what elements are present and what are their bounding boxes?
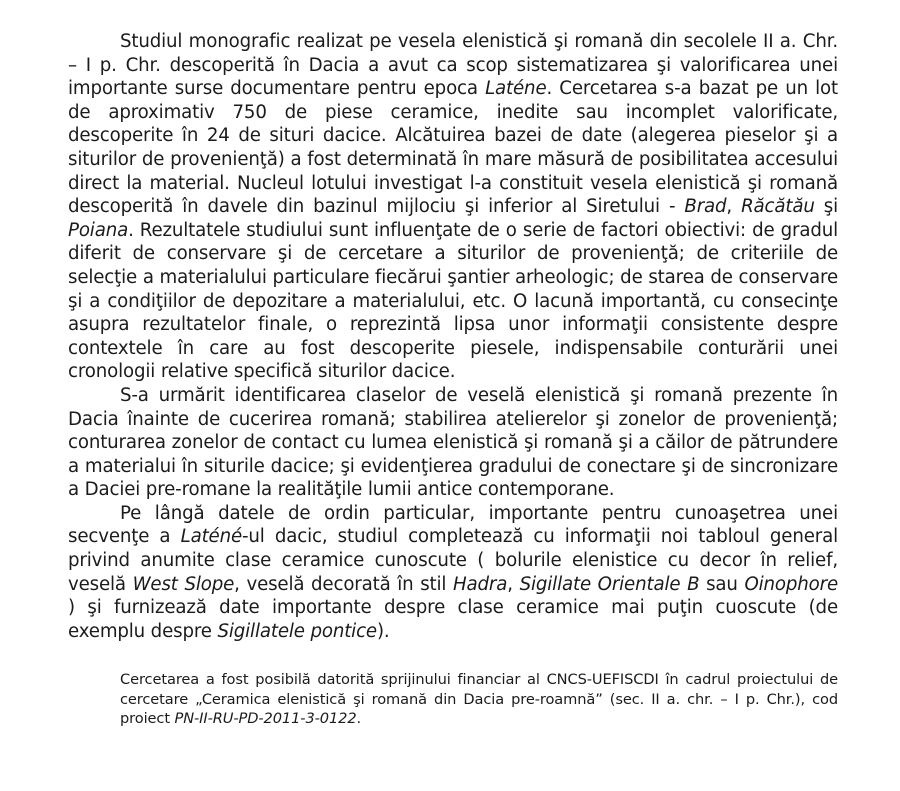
project-code: PN-II-RU-PD-2011-3-0122 [174, 710, 357, 728]
text-segment: ) şi furnizează date importante despre clase ceramice mai puţin cuoscute (de exemplu despre [68, 597, 838, 642]
italic-site-name: Răcătău [741, 196, 815, 218]
text-segment: , [726, 196, 742, 218]
italic-site-name: Poiana [68, 219, 129, 241]
text-segment: şi [814, 196, 838, 218]
italic-term: West Slope [132, 573, 235, 595]
text-segment: Pe lângă datele de ordin particular, importante pentru cunoaşetrea unei secvenţe a [68, 502, 838, 548]
italic-term: Laténe [485, 78, 547, 100]
text-segment: Studiul monografic realizat pe vesela elenistică şi romană din secolele II a. Chr. – I p. Chr. descoperită în Dacia a avut ca scop sistematizarea şi valorificarea unei importante surse documentare pentru epoca [68, 31, 838, 100]
paragraph-3 [68, 502, 838, 644]
text-segment: Cercetarea a fost posibilă datorită sprijinului financiar al CNCS-UEFISCDI în cadrul proiectului de cercetare „Ceramica elenistică şi romană din Dacia pre-roamnă” (sec. II a. chr. – I p. Chr.), cod proiect [120, 671, 838, 728]
funding-note [68, 670, 838, 728]
funding-note-text [120, 670, 838, 728]
paragraph-1 [68, 30, 838, 384]
text-segment: sau [699, 573, 745, 595]
italic-term: Sigillate Orientale B [519, 573, 700, 595]
text-segment: . [356, 710, 362, 728]
body-text [68, 30, 838, 643]
italic-term: Sigillatele pontice [217, 620, 377, 642]
italic-term: Oinophore [744, 573, 838, 595]
paragraph-2 [68, 384, 838, 502]
italic-term: Laténé [180, 526, 243, 548]
text-segment: . Cercetarea s-a bazat pe un lot de aproximativ 750 de piese ceramice, inedite sau incomplet valorificate, descoperite în 24 de situri dacice. Alcătuirea bazei de date (alegerea pieselor şi a siturilor de provenienţă) a fost determinată în mare măsură de posibilitatea accesului direct la material. Nucleul lotului investigat l-a constituit vesela elenistică şi romană descoperită în davele din bazinul mijlociu şi inferior al Siretului - [68, 78, 839, 218]
italic-site-name: Brad [684, 196, 727, 218]
text-segment: -ul dacic, studiul completează cu informaţii noi tabloul general privind anumite clase ceramice cunoscute ( bolurile elenistice cu decor în relief, veselă [68, 526, 838, 595]
text-segment: , veselă decorată în stil [234, 573, 454, 595]
text-segment: ). [376, 620, 390, 642]
text-segment: S-a urmărit identificarea claselor de veselă elenistică şi romană prezente în Dacia înainte de cucerirea romană; stabilirea atelierelor şi zonelor de provenienţă; conturarea zonelor de contact cu lumea elenistică şi romană şi a căilor de pătrundere a materialui în siturile dacice; şi evidenţierea gradului de conectare şi de sincronizare a Daciei pre-romane la realităţile lumii antice contemporane. [68, 384, 838, 501]
text-segment: . Rezultatele studiului sunt influenţate de o serie de factori obiectivi: de gradul diferit de conservare şi de cercetare a siturilor de provenienţă; de criteriile de selecţie a materialului particulare fiecărui şantier arheologic; de starea de conservare şi a condiţiilor de depozitare a materialului, etc. O lacună importantă, cu consecinţe asupra rezultatelor finale, o reprezintă lipsa unor informaţii consistente despre contextele în care au fost descoperite piesele, indispensabile conturării unei cronologii relative specifică siturilor dacice. [68, 219, 838, 383]
italic-term: Hadra [453, 573, 508, 595]
text-segment: , [507, 573, 520, 595]
